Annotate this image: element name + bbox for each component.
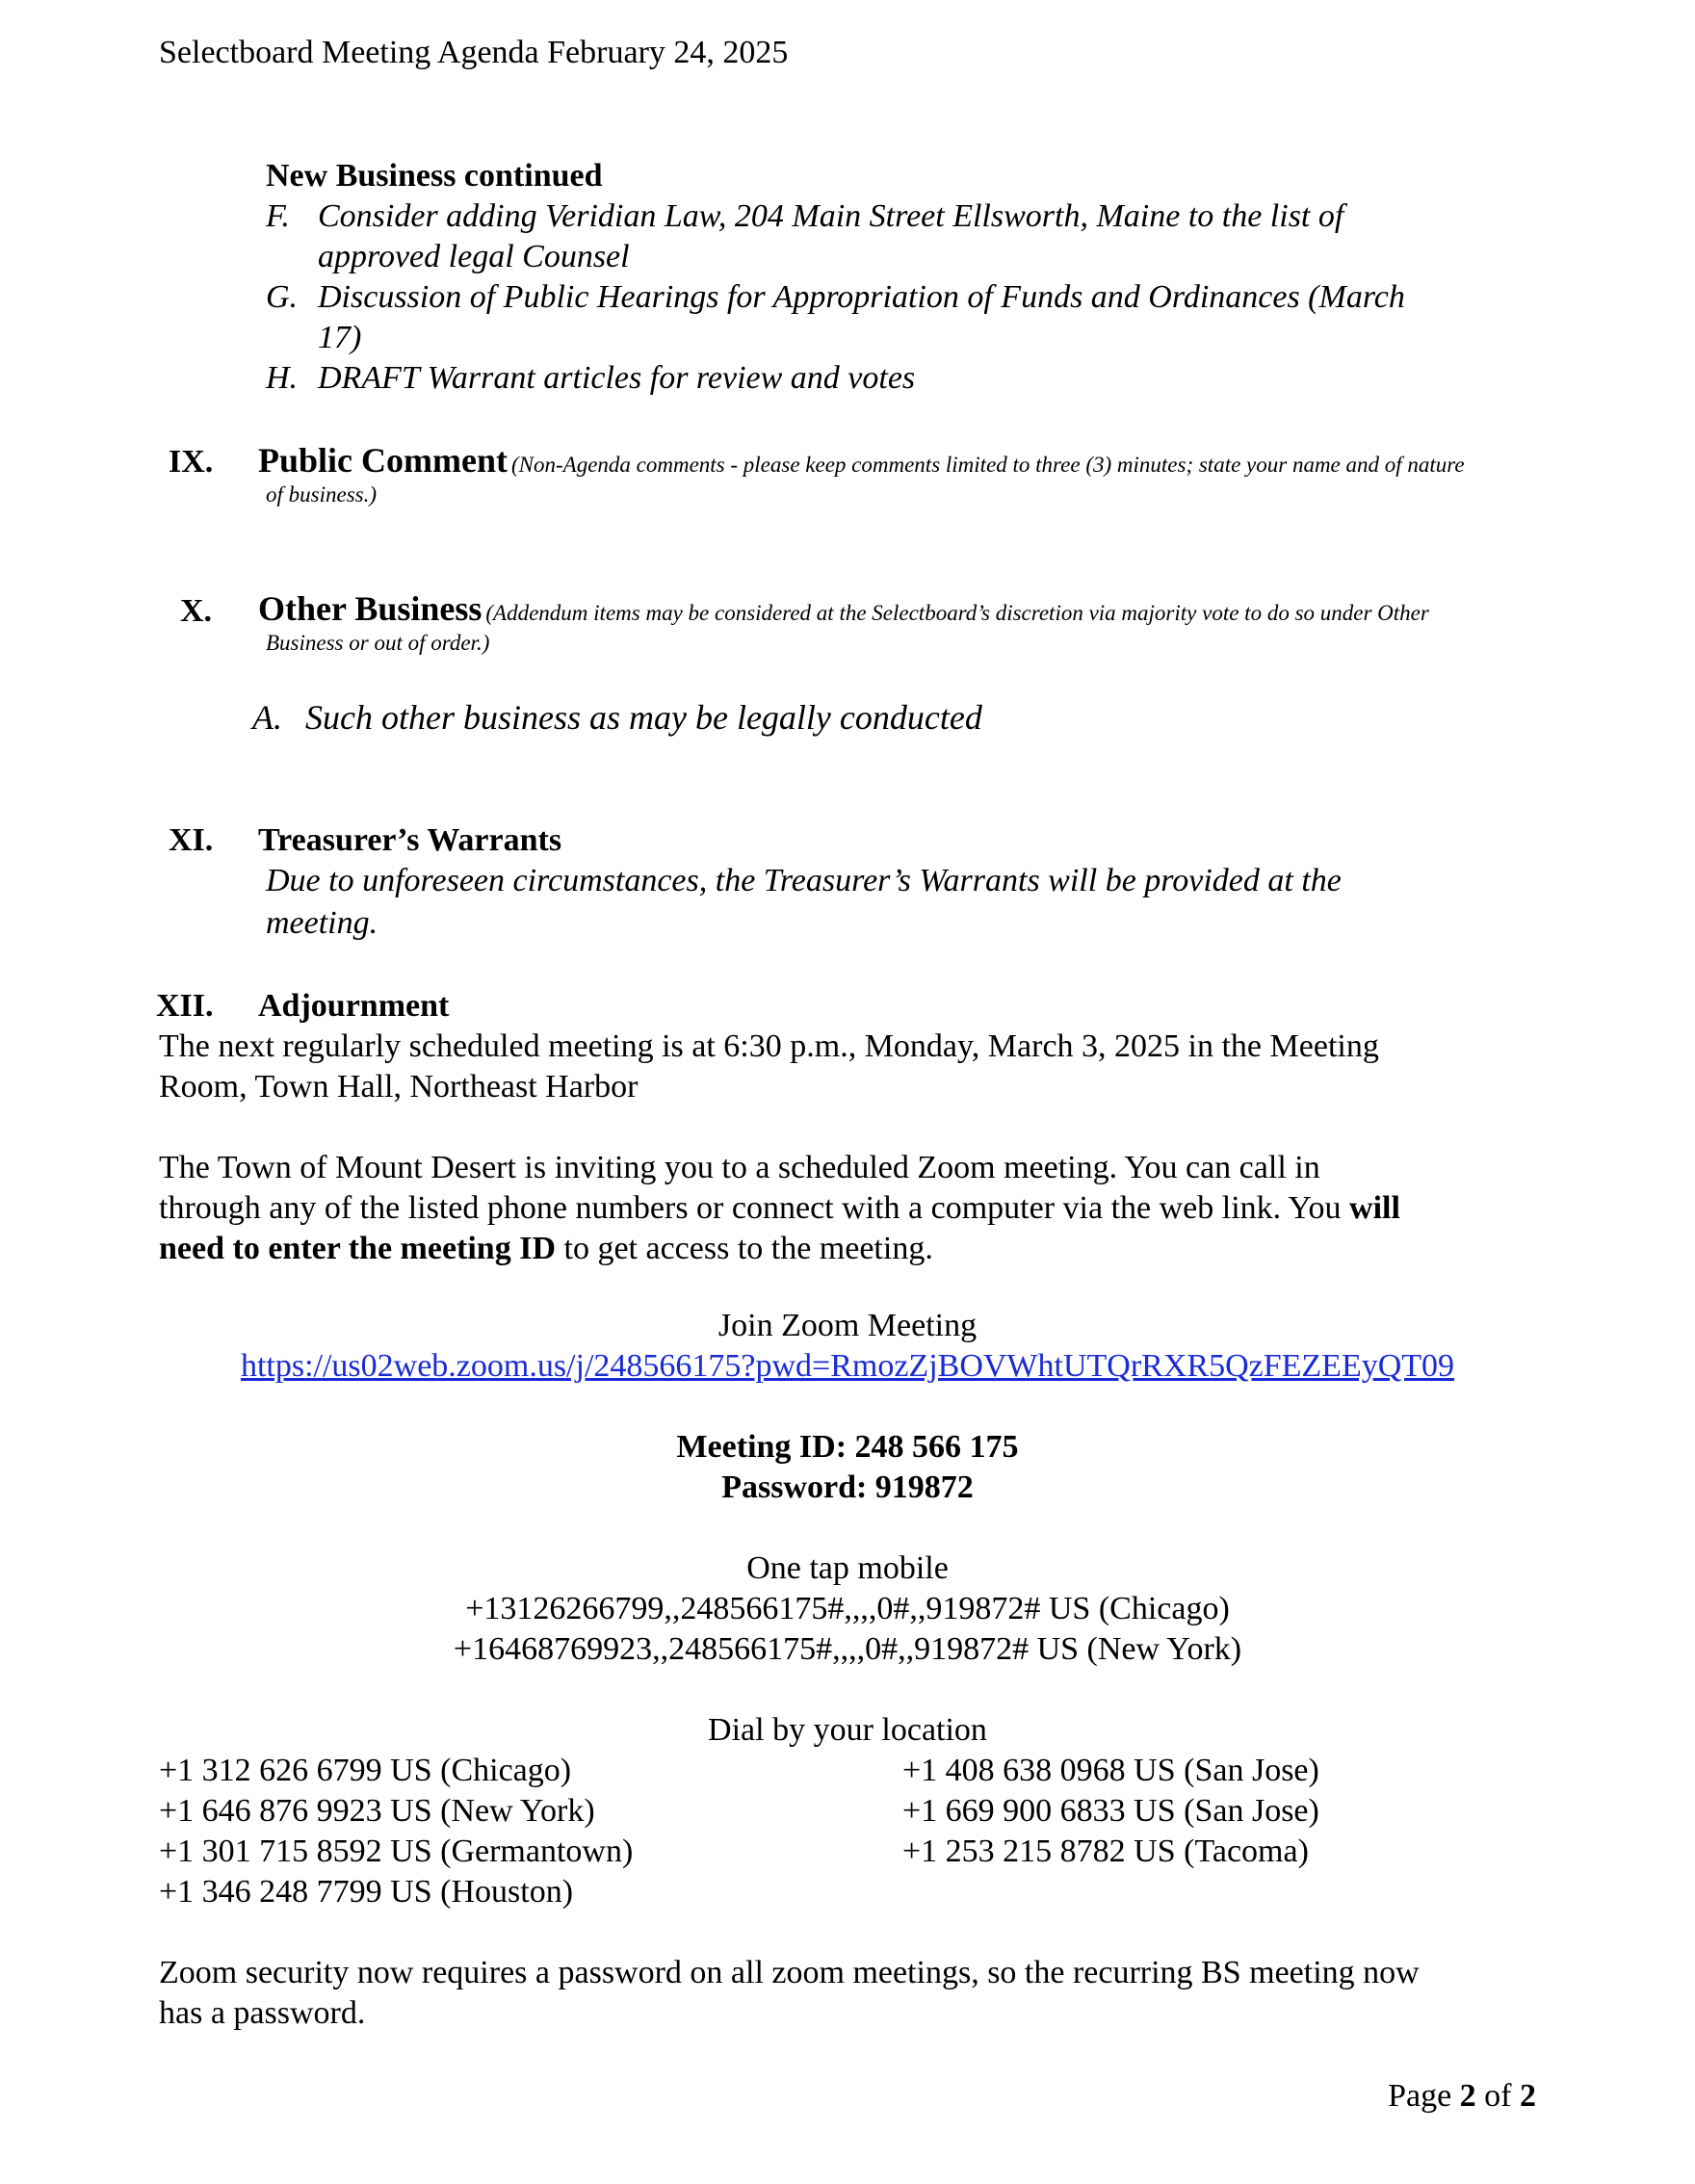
public-comment-heading-line: [258, 440, 1549, 481]
one-tap-number: +13126266799,,248566175#,,,,0#,,919872# US (Chicago): [465, 1591, 1230, 1626]
item-text-line: 17): [318, 320, 362, 355]
dial-number-right: +1 669 900 6833 US (San Jose): [902, 1793, 1319, 1829]
zoom-intro-text: to get access to the meeting.: [556, 1231, 933, 1266]
zoom-intro-line: The Town of Mount Desert is inviting you to a scheduled Zoom meeting. You can call in: [159, 1150, 1320, 1185]
agenda-item-g: [266, 277, 1556, 358]
dial-number-left: +1 346 248 7799 US (Houston): [159, 1874, 574, 1910]
treasurer-text-line: Due to unforeseen circumstances, the Treasurer’s Warrants will be provided at the: [266, 863, 1342, 898]
section-numeral-xi: XI.: [169, 822, 214, 858]
agenda-item-h: [266, 358, 1556, 399]
other-business-note-cont: Business or out of order.): [266, 631, 490, 655]
meeting-password: Password: 919872: [721, 1469, 974, 1505]
zoom-intro-emphasis: need to enter the meeting ID: [159, 1231, 557, 1266]
section-numeral-ix: IX.: [169, 444, 214, 480]
dial-number-left: +1 301 715 8592 US (Germantown): [159, 1833, 634, 1869]
adjournment-text-line: The next regularly scheduled meeting is at 6:30 p.m., Monday, March 3, 2025 in the Meeting: [159, 1028, 1379, 1064]
dial-label: Dial by your location: [708, 1712, 987, 1748]
public-comment-note: (Non-Agenda comments - please keep comments limited to three (3) minutes; state your name and of nature: [510, 453, 1465, 477]
other-business-heading-line: [258, 588, 1549, 629]
page-number: [1388, 2076, 1536, 2117]
page-header: Selectboard Meeting Agenda February 24, 2025: [159, 35, 789, 70]
item-letter: A.: [252, 698, 282, 737]
section-numeral-xii: XII.: [156, 988, 214, 1024]
zoom-meeting-link[interactable]: https://us02web.zoom.us/j/248566175?pwd=RmozZjBOVWhtUTQrRXR5QzFEZEEyQT09: [240, 1348, 1455, 1384]
dial-number-right: +1 253 215 8782 US (Tacoma): [902, 1833, 1309, 1869]
zoom-intro-emphasis: will: [1349, 1190, 1400, 1226]
zoom-intro-text: through any of the listed phone numbers or connect with a computer via the web link. You: [159, 1190, 1350, 1226]
dial-number-left: +1 312 626 6799 US (Chicago): [159, 1753, 572, 1788]
security-note-line: has a password.: [159, 1995, 366, 2031]
item-text-line: Such other business as may be legally conducted: [305, 698, 982, 737]
one-tap-label: One tap mobile: [746, 1550, 949, 1586]
meeting-id: Meeting ID: 248 566 175: [676, 1429, 1019, 1465]
treasurer-heading: Treasurer’s Warrants: [258, 822, 562, 858]
agenda-item-f: [266, 196, 1556, 277]
item-text-line: approved legal Counsel: [318, 239, 630, 274]
page-current: 2: [1459, 2078, 1476, 2114]
security-note-line: Zoom security now requires a password on all zoom meetings, so the recurring BS meeting now: [159, 1955, 1420, 1990]
agenda-item-a: [252, 697, 1408, 738]
zoom-intro-line: [159, 1188, 1400, 1229]
adjournment-text-line: Room, Town Hall, Northeast Harbor: [159, 1069, 639, 1105]
section-numeral-x: X.: [180, 593, 213, 629]
item-text-line: DRAFT Warrant articles for review and votes: [318, 360, 916, 396]
zoom-link-row: [0, 1346, 1695, 1387]
join-zoom-label: Join Zoom Meeting: [717, 1308, 978, 1343]
page-total: 2: [1520, 2078, 1536, 2114]
dial-number-left: +1 646 876 9923 US (New York): [159, 1793, 595, 1829]
public-comment-note-cont: of business.): [266, 482, 377, 507]
other-business-note: (Addendum items may be considered at the Selectboard’s discretion via majority vote to do so under Other: [485, 601, 1429, 625]
treasurer-text-line: meeting.: [266, 905, 378, 941]
page-prefix: Page: [1388, 2078, 1460, 2114]
dial-number-right: +1 408 638 0968 US (San Jose): [902, 1753, 1319, 1788]
adjournment-heading: Adjournment: [258, 988, 450, 1024]
public-comment-heading: Public Comment: [258, 441, 508, 480]
other-business-heading: Other Business: [258, 589, 482, 628]
item-letter: G.: [266, 279, 299, 315]
item-text-line: Discussion of Public Hearings for Appropriation of Funds and Ordinances (March: [318, 279, 1405, 315]
item-letter: F.: [266, 198, 290, 234]
zoom-intro-line: [159, 1229, 933, 1269]
page-of: of: [1475, 2078, 1520, 2114]
item-text-line: Consider adding Veridian Law, 204 Main Street Ellsworth, Maine to the list of: [318, 198, 1344, 234]
new-business-heading: New Business continued: [266, 158, 603, 194]
one-tap-number: +16468769923,,248566175#,,,,0#,,919872# US (New York): [453, 1631, 1242, 1667]
item-letter: H.: [266, 360, 299, 396]
